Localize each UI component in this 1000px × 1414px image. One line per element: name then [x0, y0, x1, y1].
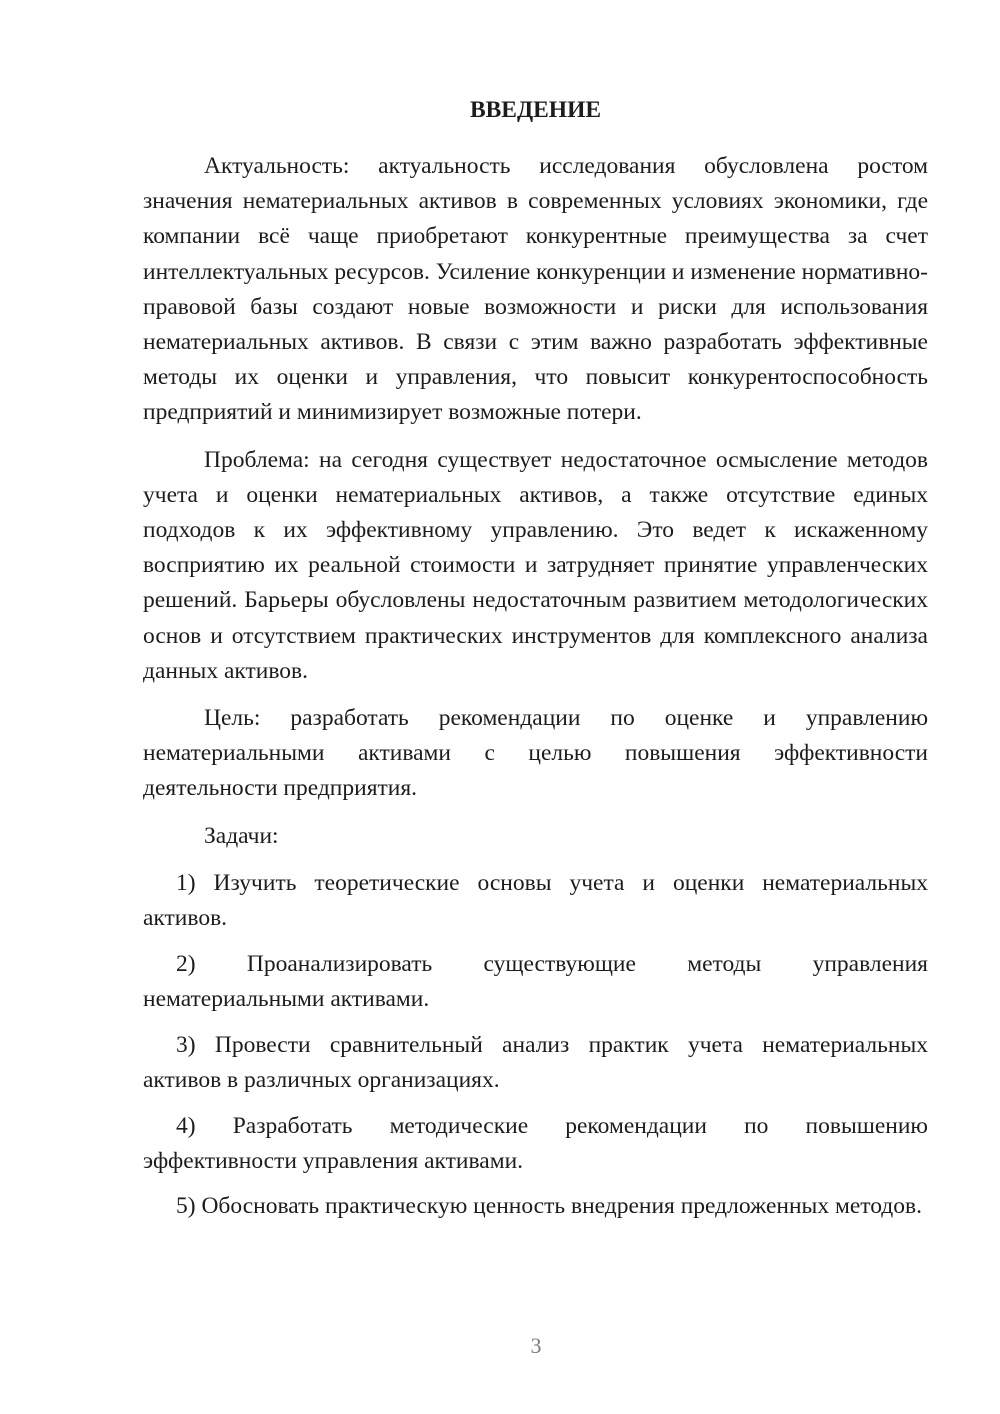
- tasks-heading: Задачи:: [204, 822, 279, 849]
- task-item-1: 1) Изучить теоретические основы учета и оценки нематериальных активов.: [143, 869, 928, 932]
- task-item-3: 3) Провести сравнительный анализ практик учета нематериальных активов в различных организациях.: [143, 1031, 928, 1093]
- section-title: ВВЕДЕНИЕ: [469, 97, 602, 123]
- tasks-list: [143, 866, 928, 1225]
- paragraph-problem: Проблема: на сегодня существует недостаточное осмысление методов учета и оценки нематериальных активов, а также отсутствие единых подходов к их эффективному управлению. Это ведет к искаженному восприятию их реальной стоимости и затрудняет принятие управленческих решений. Барьеры обусловлены недостаточным развитием методологических основ и отсутствием практических инструментов для комплексного анализа данных активов.: [143, 446, 928, 684]
- page-number: 3: [530, 1333, 542, 1358]
- task-item-5: 5) Обосновать практическую ценность внедрения предложенных методов.: [176, 1193, 922, 1220]
- paragraph-goal: Цель: разработать рекомендации по оценке и управлению нематериальными активами с целью повышения эффективности деятельности предприятия.: [143, 705, 928, 802]
- document-page: [143, 92, 928, 1235]
- task-item-4: 4) Разработать методические рекомендации по повышению эффективности управления активами.: [143, 1112, 928, 1174]
- paragraph-relevance: Актуальность: актуальность исследования обусловлена ростом значения нематериальных активов в современных условиях экономики, где компании всё чаще приобретают конкурентные преимущества за счет интеллектуальных ресурсов. Усиление конкуренции и изменение нормативно-правовой базы создают новые возможности и риски для использования нематериальных активов. В связи с этим важно разработать эффективные методы их оценки и управления, что повысит конкурентоспособность предприятий и минимизирует возможные потери.: [143, 153, 929, 426]
- task-item-2: 2) Проанализировать существующие методы управления нематериальными активами.: [143, 950, 928, 1012]
